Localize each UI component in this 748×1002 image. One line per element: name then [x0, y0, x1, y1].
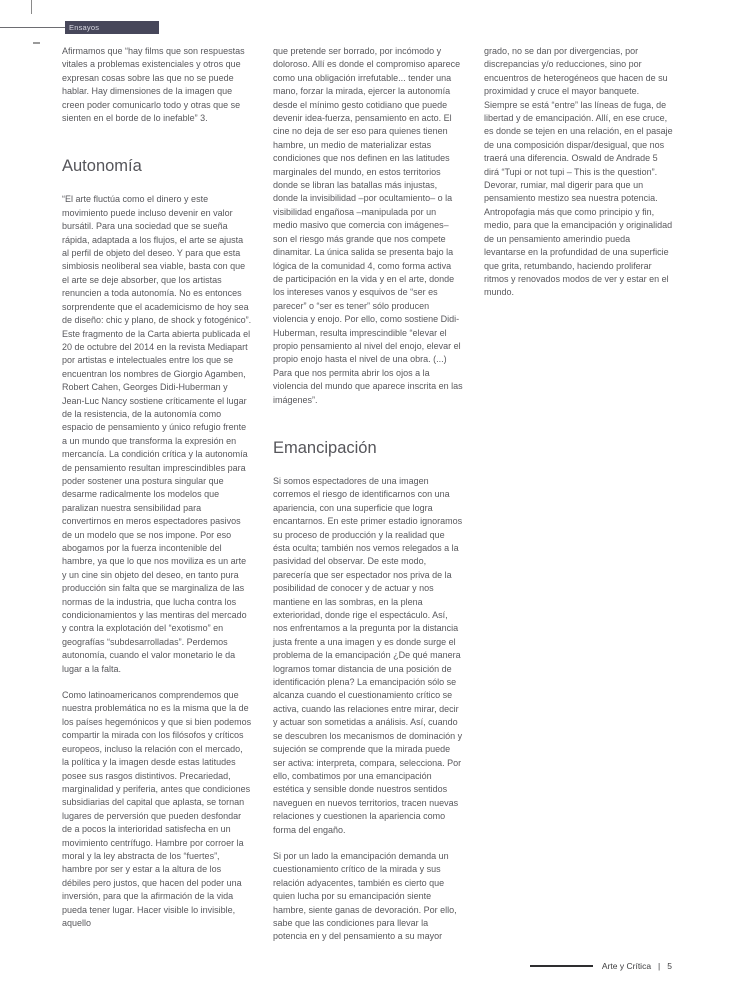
paragraph: Como latinoamericanos comprendemos que nuestra problemática no es la misma que la de los países hegemónicos y que si bien podemos compartir la mirada con los filósofos y críticos europeos, incluso la relación con el mercado, la política y la imagen desde estas latitudes posee sus rasgos distintivos. Precariedad, marginalidad y periferia, antes que condiciones subsidiarias del capital que aplasta, se tornan lugares de perversión que pueden desfondar de a pocos la interioridad satisfecha en un movimiento centrífugo. Hambre por corroer la moral y la ley abstracta de los “fuertes”, hambre por ser y estar a la altura de los débiles pero justos, que hacen del poder una inversión, para que la afirmación de la vida pueda tener lugar. Hacer visible lo invisible, aquello — [62, 690, 252, 928]
paragraph: grado, no se dan por divergencias, por discrepancias y/o reducciones, sino por encuentros de heterogéneos que hacen de su proximidad y cruce el mayor banquete. Siempre se está “entre” las líneas de fuga, de libertad y de emancipación. Allí, en ese cruce, es donde se tejen en una relación, en el pasaje de una composición dispar/desigual, que nos traerá una diferencia. Oswald de Andrade 5 dirá “Tupi or not tupi – This is the question”. Devorar, rumiar, mal digerir para que un pensamiento mestizo sea nuestra potencia. Antropofagia más que como principio y fin, medio, para que la emancipación y originalidad de un pensamiento amerindio pueda levantarse en la profundidad de una superficie que grita, retumbando, haciendo proliferar ritmos y renovados modos de ver y estar en el mundo. — [484, 46, 673, 298]
section-tab — [65, 21, 159, 34]
column-1 — [62, 41, 252, 944]
paragraph: Si somos espectadores de una imagen corremos el riesgo de identificarnos con una apariencia, con una superficie que logra encantarnos. En este primer estadio ignoramos su proceso de producción y la realidad que ésta oculta; también nos vemos relegados a la pasividad del observar. De este modo, parecería que ser espectador nos priva de la posibilidad de conocer y de actuar y nos mantiene en las sombras, en la plena exterioridad, donde rige el espectáculo. Así, nos enfrentamos a la pregunta por la distancia justa frente a una imagen y es donde surge el problema de la emancipación ¿De qué manera logramos tomar distancia de una posición de identificación plena? La emancipación sólo se alcanza cuando el cuestionamiento crítico se activa, cuando las relaciones entre mirar, decir y actuar son sometidas a análisis. Así, cuando se descubren los mecanismos de dominación y sujeción se comprende que la mirada puede ser activa: interpreta, compara, selecciona. Por ello, combatimos por una emancipación estética y sensible donde nuestros sentidos naveguen en nuevos territorios, tracen nuevas relaciones y cuestionen la apariencia como forma del engaño. — [273, 475, 463, 835]
column-2 — [273, 41, 463, 944]
heading-emancipacion: Emancipación — [273, 438, 377, 457]
crop-mark-dash — [33, 42, 40, 44]
page-number: 5 — [667, 961, 672, 971]
article-columns — [62, 41, 673, 944]
journal-name: Arte y Crítica — [601, 961, 652, 971]
column-3 — [484, 41, 674, 944]
header-rule — [0, 27, 65, 28]
paragraph: que pretende ser borrado, por incómodo y doloroso. Allí es donde el compromiso aparece como una obligación irrefutable... tender una mano, forzar la mirada, ejercer la autonomía desde el mínimo gesto cotidiano que puede devenir idea-fuerza, pensamiento en acto. El cine no deja de ser eso para quienes tienen hambre, un medio de materializar estas condiciones que nos definen en las latitudes marginales del mundo, en estos territorios donde se libran las batallas más injustas, donde la invisibilidad –por ocultamiento– o la visibilidad engañosa –manipulada por un medio masivo que comercia con imágenes– son el riesgo más grande que nos compete dinamitar. La única salida se presenta bajo la lógica de la comunidad 4, como forma activa de participación en la vida y en el arte, donde los intereses vanos y esquivos de “ser es parecer” o “ser es tener” sólo producen violencia y enojo. Por ello, como sostiene Didi-Huberman, resulta imprescindible “elevar el propio pensamiento al nivel del enojo, elevar el propio enojo hasta el nivel de una obra. (...) Para que nos permita abrir los ojos a la violencia del mundo que aparece inscrita en las imágenes”. — [273, 46, 463, 405]
intro-paragraph: Afirmamos que “hay films que son respuestas vitales a problemas existenciales y otros que expresan cosas sobre las que no se puede hablar. Hay dimensiones de la imagen que creen poder comunicarlo todo y otras que se sienten en el borde de lo inefable” 3. — [62, 46, 245, 124]
page-footer — [530, 961, 672, 971]
footer-rule — [530, 965, 593, 967]
heading-autonomia: Autonomía — [62, 157, 142, 176]
crop-mark-vertical — [31, 0, 32, 14]
section-label: Ensayos — [69, 22, 100, 32]
paragraph: Si por un lado la emancipación demanda un cuestionamiento crítico de la mirada y sus relación adyacentes, también es cierto que quien lucha por su emancipación siente hambre, siente ganas de devoración. Por ello, sabe que las condiciones para llevar la potencia en y del pensamiento a su mayor — [273, 850, 457, 942]
paragraph: “El arte fluctúa como el dinero y este movimiento puede incluso devenir en valor bursátil. Para una sociedad que se sueña rápida, adaptada a los flujos, el arte se ajusta al perfil de objeto del deseo. Y para que esta simbiosis neoliberal sea viable, basta con que el arte se deje absorber, que los artistas renuncien a toda autonomía. No es entonces sorprendente que el academicismo de hoy sea de diseño: chic y plano, de shock y fotogénico”. Este fragmento de la Carta abierta publicada el 20 de octubre del 2014 en la revista Mediapart por artistas e intelectuales entre los que se encuentran los nombres de Giorgio Agamben, Robert Cahen, Georges Didi-Huberman y Jean-Luc Nancy sostiene críticamente el lugar de la resistencia, de la autonomía como espacio de pensamiento y único refugio frente a un mundo que transforma la expresión en mercancía. La condición crítica y la autonomía de pensamiento resultan imprescindibles para poder sostener una postura singular que desarme radicalmente los modelos que paralizan nuestra sensibilidad para convertirnos en meros espectadores pasivos de un modelo que se nos impone. Por eso abogamos por la fuerza incontenible del hambre, ya que lo que nos moviliza es un arte y un cine sin objeto del deseo, en tanto pura producción sin falta que se marginaliza de las normas de la industria, que lucha contra los condicionamientos y las mentiras del mercado y contra la explotación del “exotismo” en geografías “subdesarrolladas”. Perdemos autonomía, cuando el valor monetario le da lugar a la falta. — [62, 194, 252, 674]
footer-separator: | — [658, 961, 661, 971]
